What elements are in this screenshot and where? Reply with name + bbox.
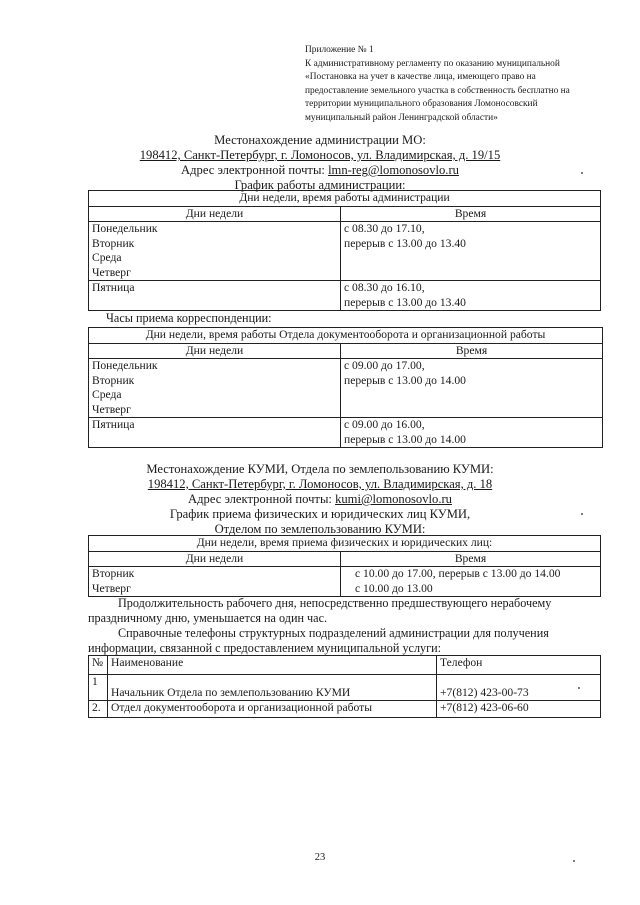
table-caption: Дни недели, время работы администрации <box>89 191 601 207</box>
appendix-line: территории муниципального образования Ломоносовский <box>305 99 538 109</box>
kumi-address: 198412, Санкт-Петербург, г. Ломоносов, ул. Владимирская, д. 18 <box>147 477 493 491</box>
page-number: 23 <box>314 852 326 863</box>
column-header-name: Наименование <box>108 656 437 675</box>
column-header-phone: Телефон <box>437 656 601 675</box>
days-cell <box>89 281 341 311</box>
table-caption: Дни недели, время работы Отдела документооборота и организационной работы <box>89 328 603 344</box>
appendix-line: предоставление земельного участка в собственность бесплатно на <box>305 85 570 96</box>
appendix-line: К административному регламенту по оказанию муниципальной <box>305 58 560 69</box>
day-label: Среда <box>92 388 122 401</box>
day-label: Вторник <box>92 567 135 580</box>
time-label: с 08.30 до 16.10, <box>344 281 425 294</box>
admin-location-title: Местонахождение администрации МО: <box>214 133 426 147</box>
scan-speck <box>573 860 575 862</box>
table-row <box>89 418 603 448</box>
time-cell <box>341 567 601 597</box>
time-cell <box>341 281 601 311</box>
kumi-schedule-table <box>88 535 601 597</box>
table-row <box>89 359 603 418</box>
time-label: с 10.00 до 13.00 <box>355 581 433 595</box>
scan-speck <box>578 687 580 689</box>
admin-email-label: Адрес электронной почты: <box>181 163 325 177</box>
kumi-email-link[interactable]: kumi@lomonosovlo.ru <box>335 492 452 506</box>
row-number: 2. <box>89 701 108 718</box>
day-label: Вторник <box>92 236 135 250</box>
table-row <box>89 281 601 311</box>
time-cell <box>341 359 603 418</box>
paragraph-line: Продолжительность рабочего дня, непосредственно предшествующего нерабочему <box>118 596 552 610</box>
column-header-time: Время <box>341 206 601 222</box>
correspondence-title: Часы приема корреспонденции: <box>106 311 272 325</box>
time-label: с 09.00 до 17.00, <box>344 359 425 372</box>
column-header-days: Дни недели <box>89 343 341 359</box>
table-row <box>89 701 601 718</box>
column-header-time: Время <box>341 343 603 359</box>
appendix-line: «Постановка на учет в качестве лица, имеющего право на <box>305 72 536 82</box>
department-name: Начальник Отдела по землепользованию КУМИ <box>108 675 437 701</box>
day-label: Понедельник <box>92 359 158 372</box>
table-caption: Дни недели, время приема физических и юридических лиц: <box>89 536 601 552</box>
break-label: перерыв с 13.00 до 14.00 <box>344 373 466 387</box>
table-row <box>89 567 601 597</box>
workday-note-paragraph <box>88 596 601 626</box>
break-label: перерыв с 13.00 до 13.40 <box>344 295 466 309</box>
appendix-line: Приложение № 1 <box>305 45 374 55</box>
admin-address: 198412, Санкт-Петербург, г. Ломоносов, ул. Владимирская, д. 19/15 <box>139 148 501 162</box>
kumi-schedule-subtitle: Отделом по землепользованию КУМИ: <box>214 522 426 536</box>
admin-schedule-title: График работы администрации: <box>234 178 406 192</box>
scan-speck <box>581 172 583 174</box>
days-cell <box>89 418 341 448</box>
column-header-days: Дни недели <box>89 551 341 567</box>
kumi-schedule-title: График приема физических и юридических лиц КУМИ, <box>169 507 471 521</box>
paragraph-line: Справочные телефоны структурных подразделений администрации для получения <box>118 626 549 640</box>
admin-email-link[interactable]: lmn-reg@lomonosovlo.ru <box>328 163 459 177</box>
department-name: Отдел документооборота и организационной работы <box>108 701 437 718</box>
kumi-email-label: Адрес электронной почты: <box>188 492 332 506</box>
kumi-location-title: Местонахождение КУМИ, Отдела по землепользованию КУМИ: <box>146 462 494 476</box>
paragraph-line: праздничному дню, уменьшается на один час. <box>88 611 328 625</box>
day-label: Четверг <box>92 402 131 416</box>
days-cell <box>89 567 341 597</box>
admin-location-block <box>0 133 640 193</box>
day-label: Пятница <box>92 281 135 294</box>
kumi-email-line <box>0 492 640 507</box>
admin-schedule-table <box>88 190 601 311</box>
day-label: Среда <box>92 251 122 264</box>
scan-speck <box>581 513 583 515</box>
column-header-time: Время <box>341 551 601 567</box>
column-header-number: № <box>89 656 108 675</box>
days-cell <box>89 359 341 418</box>
time-label: с 08.30 до 17.10, <box>344 222 425 235</box>
phone-number: +7(812) 423-06-60 <box>437 701 601 718</box>
column-header-days: Дни недели <box>89 206 341 222</box>
day-label: Четверг <box>92 581 131 595</box>
appendix-line: муниципальный район Ленинградской области» <box>305 112 498 123</box>
table-row <box>89 675 601 701</box>
appendix-header <box>305 44 610 125</box>
table-row <box>89 222 601 281</box>
time-cell <box>341 418 603 448</box>
time-cell <box>341 222 601 281</box>
days-cell <box>89 222 341 281</box>
phones-intro-paragraph <box>88 626 601 656</box>
day-label: Пятница <box>92 418 135 431</box>
break-label: перерыв с 13.00 до 13.40 <box>344 236 466 250</box>
paragraph-line: информации, связанной с предоставлением муниципальной услуги: <box>88 641 442 655</box>
time-label: с 09.00 до 16.00, <box>344 418 425 431</box>
day-label: Понедельник <box>92 222 158 235</box>
row-number: 1 <box>89 675 108 701</box>
phone-number: +7(812) 423-00-73 <box>437 675 601 701</box>
kumi-location-block <box>0 462 640 537</box>
day-label: Четверг <box>92 265 131 279</box>
phone-directory-table <box>88 655 601 718</box>
admin-email-line <box>0 163 640 178</box>
break-label: перерыв с 13.00 до 14.00 <box>344 432 466 446</box>
day-label: Вторник <box>92 373 135 387</box>
time-label: с 10.00 до 17.00, перерыв с 13.00 до 14.00 <box>355 567 561 580</box>
correspondence-schedule-table <box>88 327 603 448</box>
